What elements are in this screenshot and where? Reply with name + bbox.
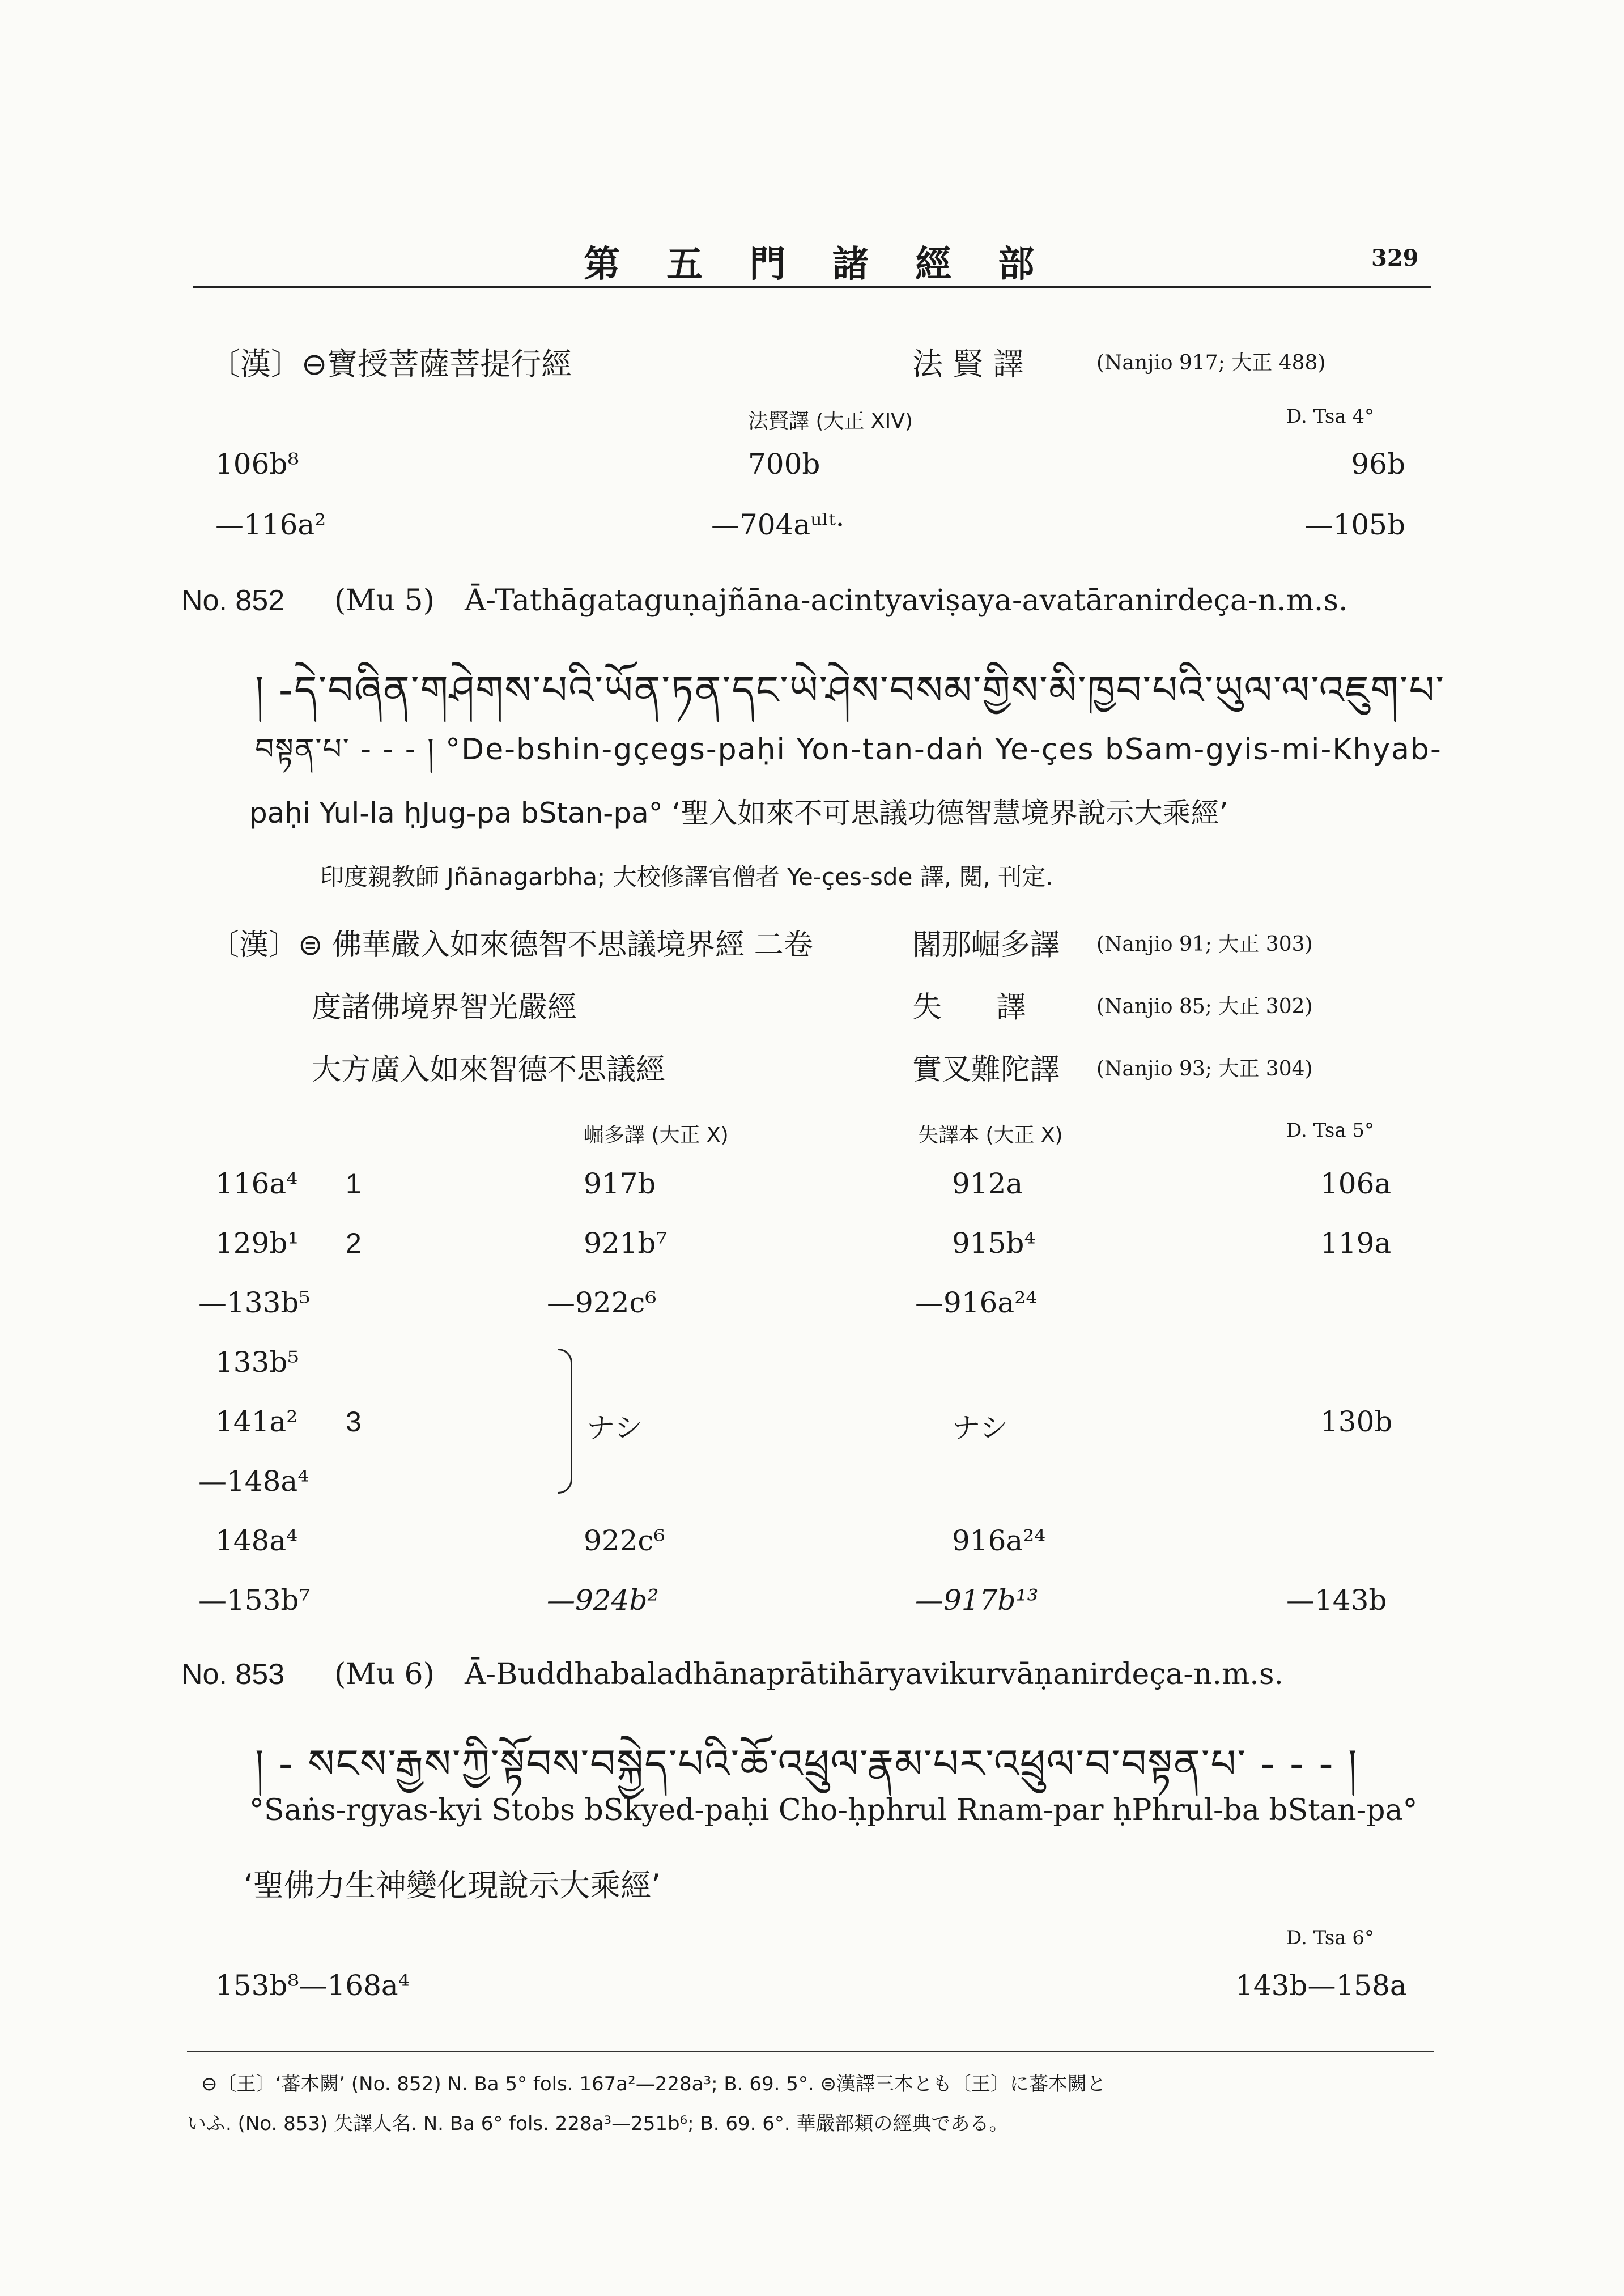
entry852-th-2: 失譯本 (大正 X) [918, 1124, 1063, 1147]
table-cell: —143b [1286, 1584, 1387, 1617]
table-cell: 106a [1320, 1167, 1392, 1200]
table-cell: 2 [346, 1227, 362, 1259]
entry852-translit-line3: paḥi Yul-la ḥJug-pa bStan-pa° ‘聖入如來不可思議功德智慧境界說示大乘經’ [249, 797, 1228, 830]
table-cell: 915b⁴ [952, 1227, 1036, 1260]
table-cell: 922c⁶ [584, 1524, 665, 1557]
table-cell: 921b⁷ [584, 1227, 668, 1260]
table-cell: 148a⁴ [215, 1524, 298, 1557]
table-cell: 133b⁵ [215, 1346, 299, 1379]
table-cell: ナシ [952, 1411, 1008, 1444]
brace [558, 1349, 572, 1494]
entry851-r2-c1: —116a² [215, 508, 326, 541]
table-cell: —922c⁶ [547, 1286, 657, 1319]
entry852-tibetan-line1: ། -དེ་བཞིན་གཤེགས་པའི་ཡོན་ཏན་དང་ཡེ་ཤེས་བསམ་གྱིས་མི་ཁྱབ་པའི་ཡུལ་ལ་འཇུག་པ་ [255, 667, 1446, 713]
entry852-cv1-title: 〔漢〕⊜ 佛華嚴入如來德智不思議境界經 二卷 [210, 928, 813, 962]
entry852-cv2-title: 度諸佛境界智光嚴經 [312, 990, 577, 1024]
table-cell: —153b⁷ [198, 1584, 311, 1617]
entry852-heading-no: No. 852 [181, 584, 285, 617]
entry852-cv1-translator: 闍那崛多譯 [912, 928, 1060, 962]
table-cell: 912a [952, 1167, 1023, 1200]
table-cell: —916a²⁴ [915, 1286, 1038, 1319]
entry853-translit: °Saṅs-rgyas-kyi Stobs bSkyed-paḥi Cho-ḥphrul Rnam-par ḥPhrul-ba bStan-pa° [249, 1793, 1418, 1827]
entry851-translator: 法 賢 譯 [912, 346, 1024, 382]
entry851-r1-c1: 106b⁸ [215, 448, 299, 481]
entry852-th-3: D. Tsa 5° [1286, 1119, 1375, 1142]
entry852-cv2-ref: (Nanjio 85; 大正 302) [1096, 995, 1313, 1018]
footnote-line2: いふ. (No. 853) 失譯人名. N. Ba 6° fols. 228a³—251b⁶; B. 69. 6°. 華嚴部類の經典である。 [187, 2112, 1009, 2135]
entry852-cv1-ref: (Nanjio 91; 大正 303) [1096, 933, 1313, 956]
table-cell: 3 [346, 1406, 362, 1438]
entry852-translators: 印度親教師 Jñānagarbha; 大校修譯官僧者 Ye-çes-sde 譯, 閲, 刊定. [320, 863, 1053, 891]
entry853-heading-mu: (Mu 6) [334, 1657, 435, 1691]
header-rule [193, 286, 1431, 288]
table-cell: 130b [1320, 1405, 1393, 1438]
entry852-cv3-title: 大方廣入如來智德不思議經 [312, 1053, 666, 1087]
entry852-cv3-ref: (Nanjio 93; 大正 304) [1096, 1057, 1313, 1081]
table-cell: 116a⁴ [215, 1167, 298, 1200]
table-cell: 1 [346, 1168, 362, 1200]
running-head-title: 第 五 門 諸 經 部 [584, 244, 1052, 286]
table-cell: 916a²⁴ [952, 1524, 1046, 1557]
entry851-r1-c2: 700b [748, 448, 820, 481]
table-cell: —924b² [547, 1584, 659, 1617]
table-cell: 917b [584, 1167, 656, 1200]
entry851-r1-c3: 96b [1351, 448, 1405, 481]
entry852-cv3-translator: 實叉難陀譯 [912, 1053, 1060, 1087]
entry851-r2-c2: —704aᵘˡᵗ· [711, 508, 845, 541]
entry853-heading-no: No. 853 [181, 1658, 285, 1691]
entry852-tibetan-line2: བསྟན་པ་ - - - ། °De-bshin-gçegs-paḥi Yon-tan-daṅ Ye-çes bSam-gyis-mi-Khyab- [255, 733, 1442, 767]
entry853-row-right: 143b—158a [1235, 1969, 1407, 2002]
table-cell: 129b¹ [215, 1227, 299, 1260]
entry852-heading-sanskrit: Ā-Tathāgataguṇajñāna-acintyaviṣaya-avatāranirdeça-n.m.s. [465, 584, 1348, 618]
entry853-heading-sanskrit: Ā-Buddhabaladhānaprātihāryavikurvāṇanirdeça-n.m.s. [465, 1657, 1284, 1691]
entry853-col-header: D. Tsa 6° [1286, 1927, 1375, 1949]
table-cell: ナシ [586, 1411, 643, 1444]
table-cell: 119a [1320, 1227, 1392, 1260]
entry852-heading-mu: (Mu 5) [334, 584, 435, 618]
entry852-th-1: 崛多譯 (大正 X) [584, 1124, 729, 1147]
table-cell: 141a² [215, 1405, 298, 1438]
entry851-col3-header: D. Tsa 4° [1286, 405, 1375, 428]
page-number: 329 [1371, 245, 1419, 271]
footnote-rule [187, 2051, 1434, 2052]
entry851-chinese-title: 〔漢〕⊖寶授菩薩菩提行經 [210, 346, 572, 382]
entry851-ref: (Nanjio 917; 大正 488) [1096, 351, 1326, 375]
entry853-chinese-title: ‘聖佛力生神變化現說示大乘經’ [244, 1868, 661, 1903]
entry851-col2-header: 法賢譯 (大正 XIV) [748, 410, 913, 433]
footnote-line1: ⊖〔王〕‘蕃本闕’ (No. 852) N. Ba 5° fols. 167a²—228a³; B. 69. 5°. ⊜漢譯三本とも〔王〕に蕃本闕と [201, 2073, 1106, 2095]
entry851-r2-c3: —105b [1304, 508, 1405, 541]
table-cell: —133b⁵ [198, 1286, 311, 1319]
entry853-tibetan-line: ། - སངས་རྒྱས་ཀྱི་སྟོབས་བསྐྱེད་པའི་ཆོ་འཕྲུལ་རྣམ་པར་འཕྲུལ་བ་བསྟན་པ་ - - - ། [255, 1741, 1358, 1787]
entry852-cv2-translator: 失 譯 [912, 990, 1049, 1024]
table-cell: —917b¹³ [915, 1584, 1039, 1617]
table-cell: —148a⁴ [198, 1465, 309, 1498]
entry853-row-left: 153b⁸—168a⁴ [215, 1969, 410, 2002]
